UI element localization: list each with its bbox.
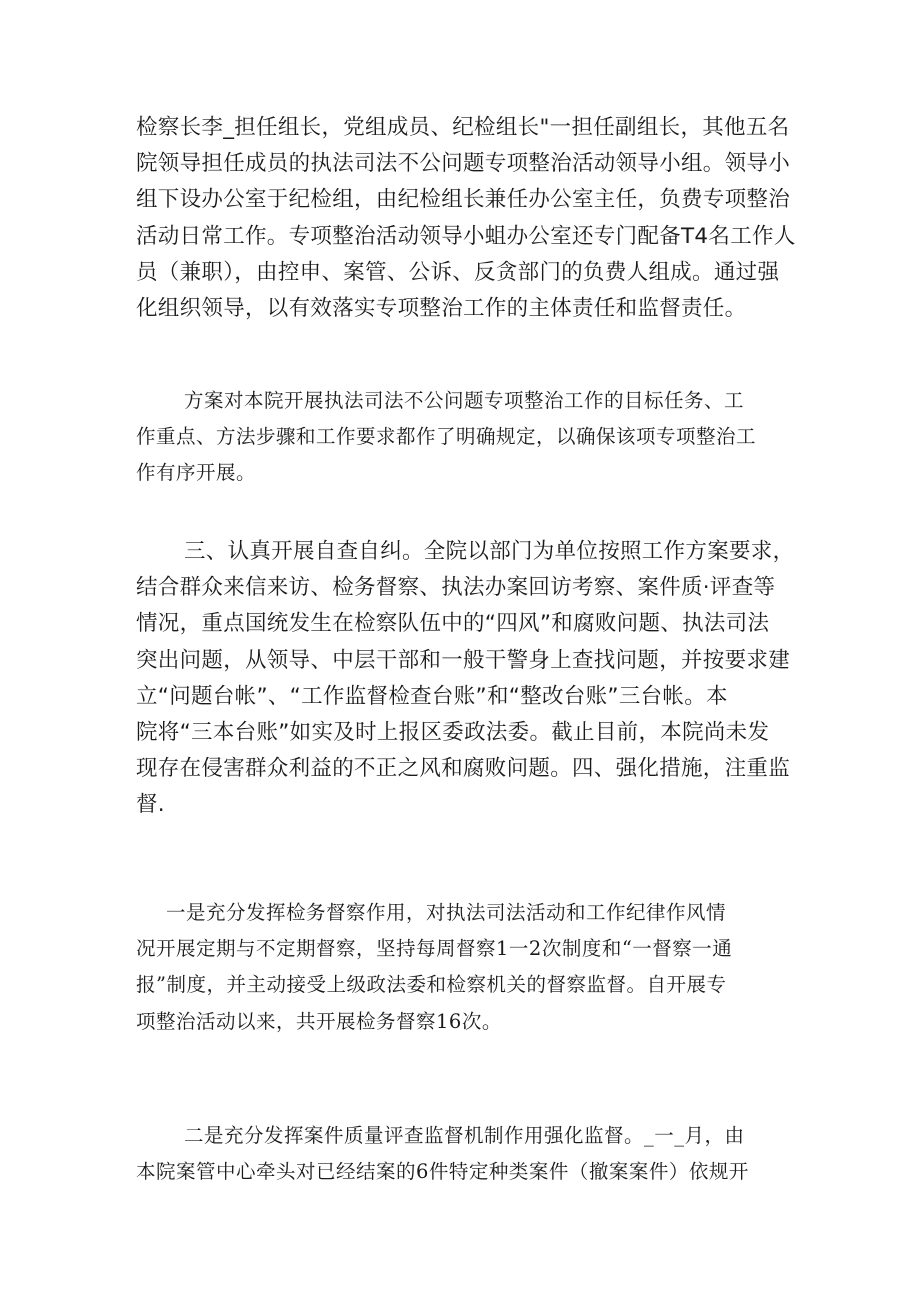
text-line: 报”制度，并主动接受上级政法委和检察机关的督察监督。自开展专	[136, 973, 727, 997]
text-line: 突出问题，从领导、中层干部和一般干警身上查找问题，并按要求建	[136, 647, 791, 673]
paragraph-inspection-role	[136, 895, 798, 1040]
text-line: 情况，重点国统发生在检察队伍中的“四风”和腐败问题、执法司法	[136, 611, 770, 637]
paragraph-self-inspection	[136, 534, 798, 824]
paragraph-plan-requirements	[136, 383, 798, 492]
paragraph-case-quality-review	[136, 1118, 798, 1190]
text-line: 现存在侵害群众利益的不正之风和腐败问题。四、强化措施，注重监	[136, 756, 791, 782]
text-line: 立“问题台帐”、“工作监督检查台账”和“整改台账”三台帐。本	[136, 683, 728, 709]
text-line: 项整治活动以来，共开展检务督察16次。	[136, 1009, 502, 1033]
text-line: 作有序开展。	[136, 461, 257, 485]
text-line: 化组织领导，以有效落实专项整治工作的主体责任和监督责任。	[136, 295, 747, 321]
text-line: 检察长李_担任组长，党组成员、纪检组长"一担任副组长，其他五名	[136, 115, 790, 140]
text-line: 组下设办公室于纪检组，由纪检组长兼任办公室主任，负费专项整治	[136, 187, 791, 213]
text-line: 三、认真开展自查自纠。全院以部门为单位按照工作方案要求，	[184, 539, 795, 564]
text-line: 作重点、方法步骤和工作要求都作了明确规定，以确保该项专项整治工	[136, 425, 757, 449]
text-line: 院领导担任成员的执法司法不公问题专项整治活动领导小组。领导小	[136, 151, 791, 177]
text-line: 本院案管中心牵头对已经结案的6件特定种类案件（撤案案件）依规开	[136, 1160, 749, 1184]
text-line: 院将“三本台账”如实及时上报区委政法委。截止目前，本院尚未发	[136, 719, 770, 745]
text-line: 活动日常工作。专项整治活动领导小蛆办公室还专门配备T4名工作人	[136, 223, 796, 249]
text-line: 二是充分发挥案件质量评查监督机制作用强化监督。_一_月，由	[184, 1124, 745, 1147]
paragraph-leadership-group	[136, 110, 798, 327]
text-line: 督.	[136, 792, 165, 818]
text-line: 方案对本院开展执法司法不公问题专项整治工作的目标任务、工	[184, 389, 745, 412]
text-line: 一是充分发挥检务督察作用，对执法司法活动和工作纪律作风情	[166, 901, 727, 924]
text-line: 员（兼职），由控申、案管、公诉、反贪部门的负费人组成。通过强	[136, 259, 780, 285]
text-line: 结合群众来信来访、检务督察、执法办案回访考察、案件质·评查等	[136, 575, 776, 601]
text-line: 况开展定期与不定期督察，坚持每周督察1一2次制度和“一督察一通	[136, 937, 733, 961]
